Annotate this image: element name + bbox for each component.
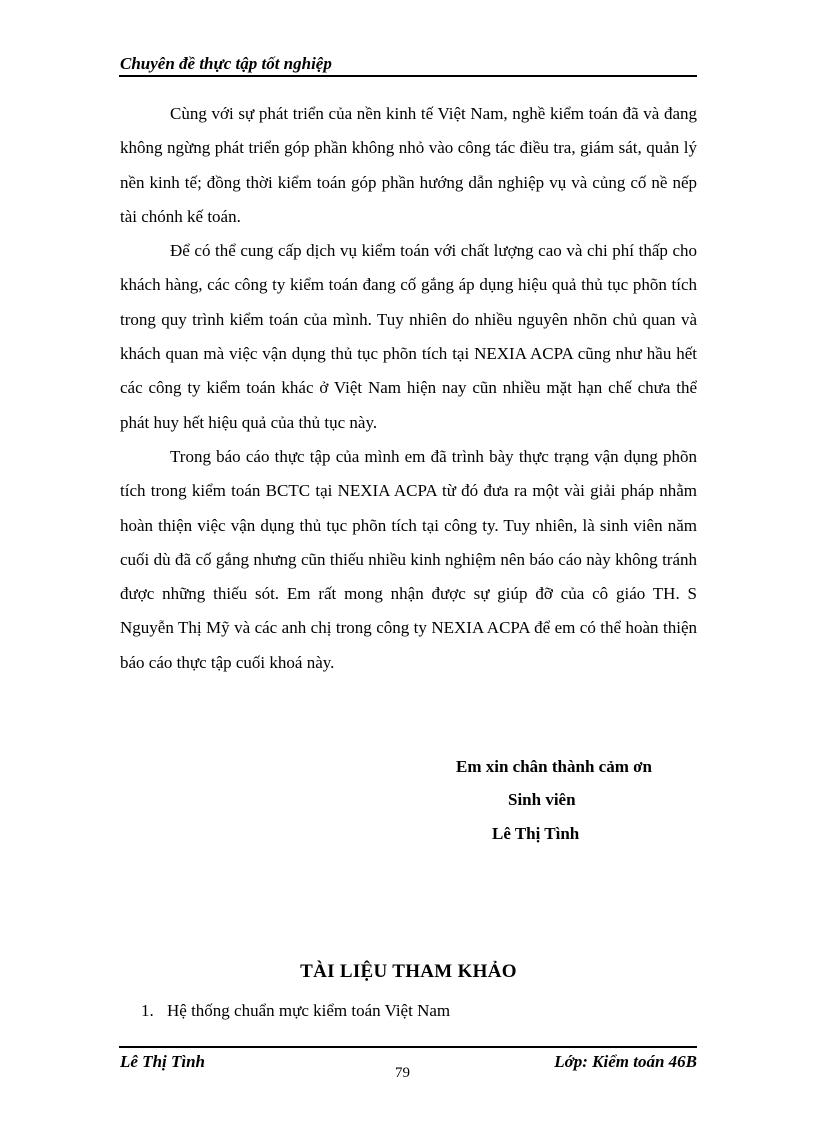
references-list xyxy=(141,1000,450,1022)
footer-author: Lê Thị Tình xyxy=(120,1052,206,1071)
page-number: 79 xyxy=(395,1065,410,1081)
paragraph-2: Để có thể cung cấp dịch vụ kiểm toán với chất lượng cao và chi phí thấp cho khách hàng, các công ty kiểm toán đang cố gắng áp dụng hiệu quả thủ tục phõn tích trong quy trình kiểm toán của mình. Tuy nhiên do nhiều nguyên nhõn chủ quan và khách quan mà việc vận dụng thủ tục phõn tích tại NEXIA ACPA cũng như hầu hết các công ty kiểm toán khác ở Việt Nam hiện nay cũn nhiều mặt hạn chế chưa thể phát huy hết hiệu quả của thủ tục này. xyxy=(120,241,697,432)
signature-role: Sinh viên xyxy=(508,790,576,809)
reference-number: 1. xyxy=(141,1001,154,1020)
signature-name: Lê Thị Tình xyxy=(492,824,580,843)
footer-class: Lớp: Kiểm toán 46B xyxy=(554,1052,697,1071)
paragraph-3: Trong báo cáo thực tập của mình em đã trình bày thực trạng vận dụng phõn tích trong kiểm toán BCTC tại NEXIA ACPA từ đó đưa ra một vài giải pháp nhằm hoàn thiện việc vận dụng thủ tục phõn tích tại công ty. Tuy nhiên, là sinh viên năm cuối dù đã cố gắng nhưng cũn thiếu nhiều kinh nghiệm nên báo cáo này không tránh được những thiếu sót. Em rất mong nhận được sự giúp đỡ của cô giáo TH. S Nguyễn Thị Mỹ và các anh chị trong công ty NEXIA ACPA để em có thể hoàn thiện báo cáo thực tập cuối khoá này. xyxy=(120,446,697,672)
header-title: Chuyên đề thực tập tốt nghiệp xyxy=(120,54,332,73)
signature-thanks: Em xin chân thành cảm ơn xyxy=(456,757,652,776)
footer-divider xyxy=(119,1046,697,1048)
references-heading: TÀI LIỆU THAM KHẢO xyxy=(300,961,517,982)
body-text xyxy=(120,97,697,680)
reference-item xyxy=(141,1000,450,1022)
header-divider xyxy=(119,75,697,77)
reference-text: Hệ thống chuẩn mực kiểm toán Việt Nam xyxy=(167,1001,451,1020)
paragraph-1: Cùng với sự phát triển của nền kinh tế Việt Nam, nghề kiểm toán đã và đang không ngừng phát triển góp phần không nhỏ vào công tác điều tra, giám sát, quản lý nền kinh tế; đồng thời kiểm toán góp phần hướng dẫn nghiệp vụ và củng cố nề nếp tài chónh kế toán. xyxy=(120,104,697,226)
